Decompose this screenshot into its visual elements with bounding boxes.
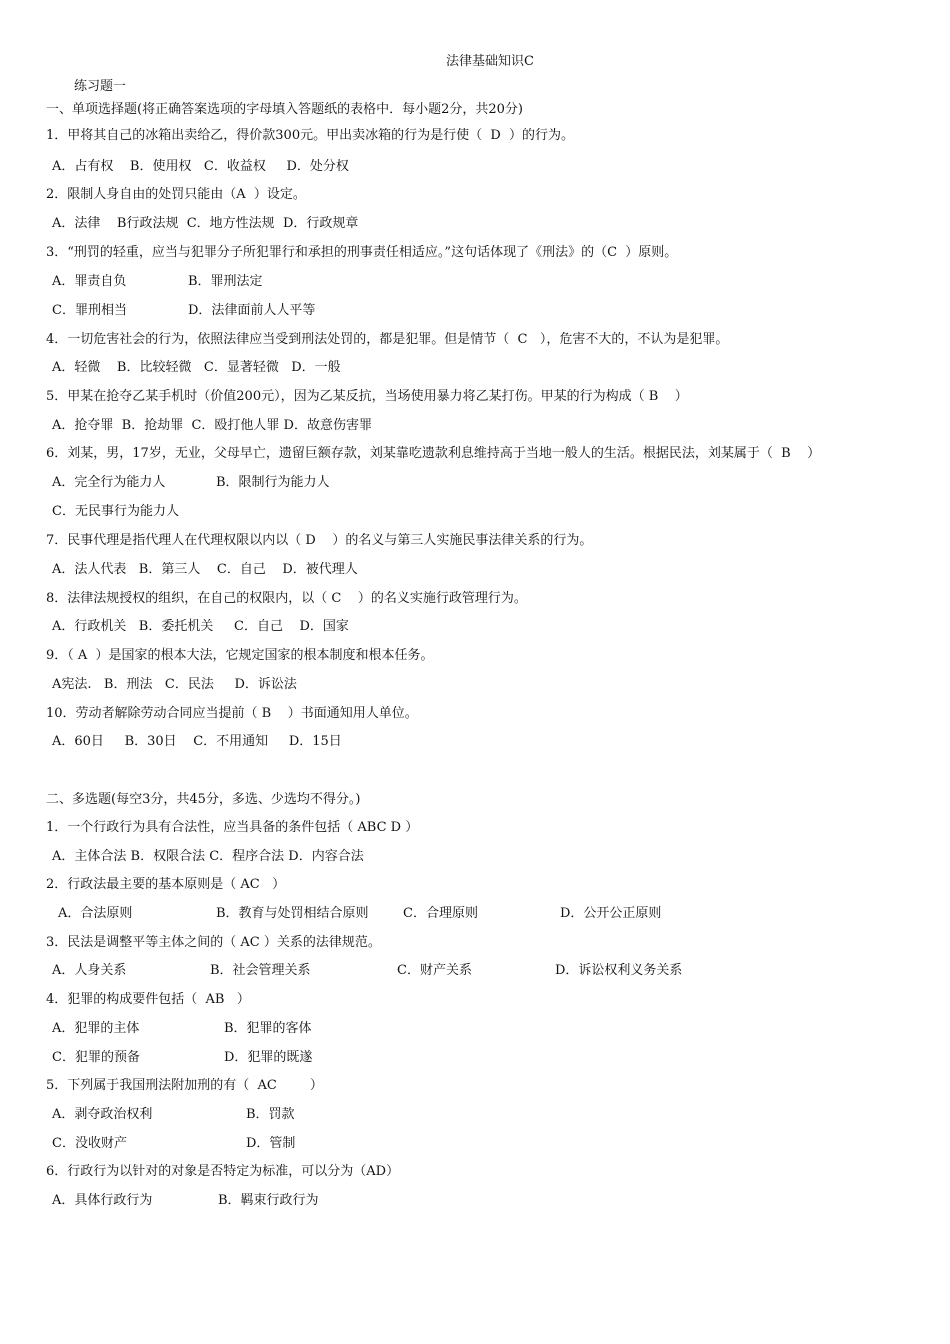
s2-q1-options: A．主体合法 B．权限合法 C．程序合法 D．内容合法 (52, 849, 364, 864)
s2-q3-option-b: B．社会管理关系 (210, 963, 311, 978)
s2-q4-option-d: D．犯罪的既遂 (224, 1050, 313, 1065)
s2-q3-option-c: C．财产关系 (397, 963, 472, 978)
s1-question-9: 9．（ A ）是国家的根本大法，它规定国家的根本制度和根本任务。 (46, 648, 434, 663)
s1-question-8: 8．法律法规授权的组织，在自己的权限内，以（ C ）的名义实施行政管理行为。 (46, 591, 527, 606)
s1-q1-options: A．占有权 B．使用权 C．收益权 D．处分权 (52, 159, 349, 174)
s1-question-7: 7．民事代理是指代理人在代理权限以内以（ D ）的名义与第三人实施民事法律关系的行为。 (46, 533, 593, 548)
document-title: 法律基础知识C (446, 54, 534, 69)
s1-question-2: 2．限制人身自由的处罚只能由（A ）设定。 (46, 187, 306, 202)
s2-q5-option-d: D．管制 (246, 1136, 296, 1151)
s2-question-4: 4．犯罪的构成要件包括（ AB ） (46, 992, 250, 1007)
s2-q3-option-a: A．人身关系 (52, 963, 127, 978)
section2-header: 二、多选题(每空3分，共45分，多选、少选均不得分。) (46, 792, 361, 807)
exercise-label: 练习题一 (74, 79, 127, 94)
s2-question-1: 1．一个行政行为具有合法性，应当具备的条件包括（ ABC D ） (46, 820, 419, 835)
s2-q6-option-a: A．具体行政行为 (52, 1193, 153, 1208)
s2-question-5: 5．下列属于我国刑法附加刑的有（ AC ） (46, 1078, 323, 1093)
s2-question-6: 6．行政行为以针对的对象是否特定为标准，可以分为（AD） (46, 1164, 400, 1179)
s2-question-2: 2．行政法最主要的基本原则是（ AC ） (46, 877, 286, 892)
s1-q5-options: A．抢夺罪 B．抢劫罪 C．殴打他人罪 D．故意伤害罪 (52, 418, 372, 433)
s1-q3-option-d: D．法律面前人人平等 (188, 303, 316, 318)
s1-q3-option-a: A．罪责自负 (52, 274, 127, 289)
s1-q6-option-a: A．完全行为能力人 (52, 475, 166, 490)
s2-q5-option-c: C．没收财产 (52, 1136, 127, 1151)
s1-q6-option-c: C．无民事行为能力人 (52, 504, 179, 519)
s1-q3-option-c: C．罪刑相当 (52, 303, 127, 318)
s1-q3-option-b: B．罪刑法定 (188, 274, 263, 289)
s2-q4-option-b: B．犯罪的客体 (224, 1021, 312, 1036)
s2-q5-option-b: B．罚款 (246, 1107, 295, 1122)
s2-q4-option-c: C．犯罪的预备 (52, 1050, 140, 1065)
s2-q5-option-a: A．剥夺政治权利 (52, 1107, 153, 1122)
s2-question-3: 3．民法是调整平等主体之间的（ AC ）关系的法律规范。 (46, 935, 381, 950)
s2-q2-option-a: A．合法原则 (58, 906, 133, 921)
s1-question-6: 6．刘某，男，17岁，无业，父母早亡，遗留巨额存款，刘某靠吃遗款利息维持高于当地一般人的生活。根据民法，刘某属于（ B ） (46, 446, 821, 461)
s1-question-5: 5．甲某在抢夺乙某手机时（价值200元），因为乙某反抗，当场使用暴力将乙某打伤。甲某的行为构成（ B ） (46, 389, 688, 404)
s2-q3-option-d: D．诉讼权利义务关系 (555, 963, 683, 978)
section1-header: 一、单项选择题(将正确答案选项的字母填入答题纸的表格中．每小题2分，共20分) (46, 102, 523, 117)
s1-q6-option-b: B．限制行为能力人 (216, 475, 330, 490)
s1-q8-options: A．行政机关 B．委托机关 C．自己 D．国家 (52, 619, 349, 634)
s2-q6-option-b: B．羁束行政行为 (218, 1193, 319, 1208)
s1-question-3: 3．“刑罚的轻重，应当与犯罪分子所犯罪行和承担的刑事责任相适应。”这句话体现了《刑法》的（C ）原则。 (46, 245, 678, 260)
s2-q2-option-c: C．合理原则 (403, 906, 478, 921)
s1-q7-options: A．法人代表 B．第三人 C．自己 D．被代理人 (52, 562, 358, 577)
s2-q4-option-a: A．犯罪的主体 (52, 1021, 140, 1036)
s2-q2-option-d: D．公开公正原则 (560, 906, 662, 921)
s1-question-1: 1．甲将其自己的冰箱出卖给乙，得价款300元。甲出卖冰箱的行为是行使（ D ）的行为。 (46, 128, 575, 143)
s1-q9-options: A宪法. B．刑法 C．民法 D．诉讼法 (52, 677, 297, 692)
s2-q2-option-b: B．教育与处罚相结合原则 (216, 906, 369, 921)
s1-question-10: 10．劳动者解除劳动合同应当提前（ B ）书面通知用人单位。 (46, 706, 418, 721)
s1-q2-options: A．法律 B行政法规 C．地方性法规 D．行政规章 (52, 216, 359, 231)
s1-question-4: 4．一切危害社会的行为，依照法律应当受到刑法处罚的，都是犯罪。但是情节（ C ），危害不大的，不认为是犯罪。 (46, 332, 729, 347)
s1-q10-options: A．60日 B．30日 C．不用通知 D．15日 (52, 734, 342, 749)
s1-q4-options: A．轻微 B．比较轻微 C．显著轻微 D．一般 (52, 360, 341, 375)
